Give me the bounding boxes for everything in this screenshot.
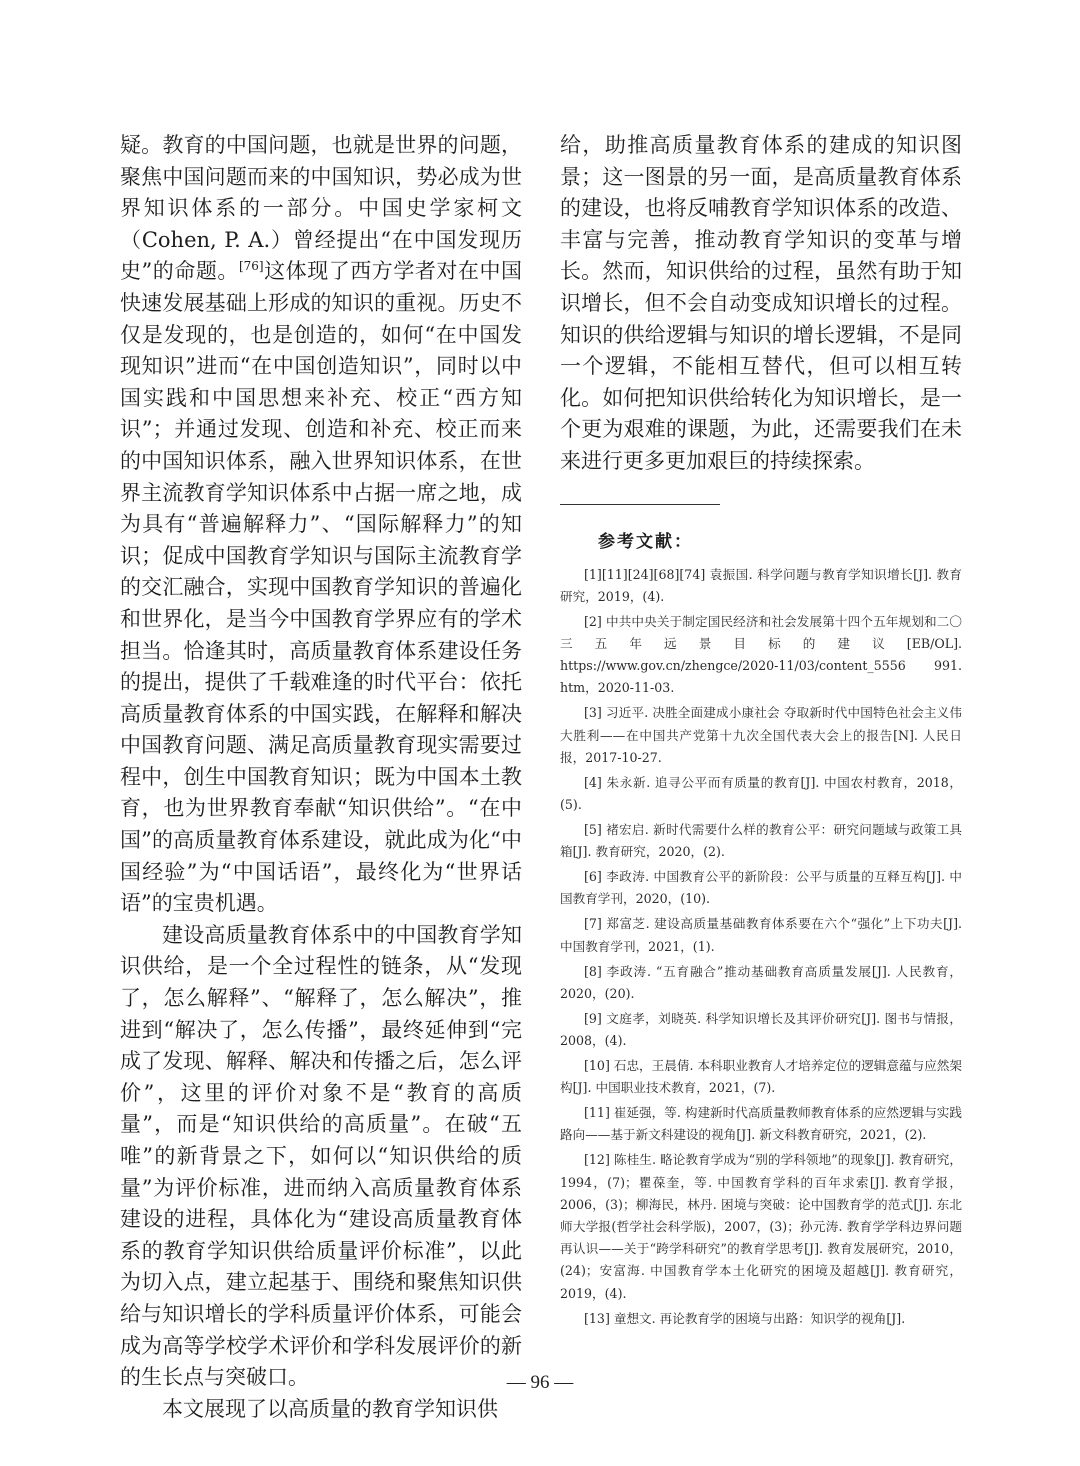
reference-item: [12] 陈桂生. 略论教育学成为“别的学科领地”的现象[J]. 教育研究，1994，(7)；瞿葆奎，等. 中国教育学科的百年求索[J]. 教育学报，2006，(3)；柳海民，林丹. 困境与突破：论中国教育学的范式[J]. 东北师大学报(哲学社会科学版)，2007，(3)；孙元涛. 教育学学科边界问题再认识——关于“跨学科研究”的教育学思考[J]. 教育发展研究，2010，(24)；安富海. 中国教育学本土化研究的困境及超越[J]. 教育研究，2019，(4). [560,1152,962,1301]
reference-item: [11] 崔延强，等. 构建新时代高质量教师教育体系的应然逻辑与实践路向——基于新文科建设的视角[J]. 新文科教育研究，2021，(2). [560,1105,962,1143]
body-paragraph [120,130,522,920]
reference-item: [5] 褚宏启. 新时代需要什么样的教育公平：研究问题域与政策工具箱[J]. 教育研究，2020，(2). [560,821,962,860]
references-heading: 参考文献： [598,531,693,552]
reference-item: [10] 石忠，王晨倩. 本科职业教育人才培养定位的逻辑意蕴与应然架构[J]. 中国职业技术教育，2021，(7). [560,1057,962,1096]
reference-item: [2] 中共中央关于制定国民经济和社会发展第十四个五年规划和二〇三五年远景目标的建议[EB/OL]. https://www.gov.cn/zhengce/2020-11/03/content_5556 991. htm，2020-11-03. [560,613,962,696]
reference-item: [8] 李政涛. “五育融合”推动基础教育高质量发展[J]. 人民教育，2020，(20). [560,963,962,1001]
body-paragraph: 本文展现了以高质量的教育学知识供 [162,1396,498,1421]
paragraph-text: 这体现了西方学者对在中国快速发展基础上形成的知识的重视。历史不仅是发现的，也是创造的，如何“在中国发现知识”进而“在中国创造知识”，同时以中国实践和中国思想来补充、校正“西方知识”；并通过发现、创造和补充、校正而来的中国知识体系，融入世界知识体系，在世界主流教育学知识体系中占据一席之地，成为具有“普遍解释力”、“国际解释力”的知识；促成中国教育学知识与国际主流教育学的交汇融合，实现中国教育学知识的普遍化和世界化，是当今中国教育学界应有的学术担当。恰逢其时，高质量教育体系建设任务的提出，提供了千载难逢的时代平台：依托高质量教育体系的中国实践，在解释和解决中国教育问题、满足高质量教育现实需要过程中，创生中国教育知识；既为中国本土教育，也为世界教育奉献“知识供给”。“在中国”的高质量教育体系建设，就此成为化“中国经验”为“中国话语”，最终化为“世界话语”的宝贵机遇。 [120,259,522,916]
reference-item: [9] 文庭孝，刘晓英. 科学知识增长及其评价研究[J]. 图书与情报，2008，(4). [560,1010,962,1048]
reference-item: [6] 李政涛. 中国教育公平的新阶段：公平与质量的互释互构[J]. 中国教育学刊，2020，(10). [560,869,962,907]
reference-item: [4] 朱永新. 追寻公平而有质量的教育[J]. 中国农村教育，2018，(5). [560,774,962,812]
reference-item: [3] 习近平. 决胜全面建成小康社会 夺取新时代中国特色社会主义伟大胜利——在中国共产党第十九次全国代表大会上的报告[N]. 人民日报，2017-10-27. [560,705,962,765]
right-column [560,130,962,1333]
section-divider [560,504,720,505]
citation-superscript: [76] [238,259,264,274]
reference-item: [1][11][24][68][74] 袁振国. 科学问题与教育学知识增长[J]. 教育研究，2019，(4). [560,566,962,604]
references-list [560,564,962,1330]
paragraph-text: 疑。教育的中国问题，也就是世界的问题，聚焦中国问题而来的中国知识，势必成为世界知识体系的一部分。中国史学家柯文（Cohen, P. A.）曾经提出“在中国发现历史”的命题。 [120,133,522,284]
reference-item: [13] 童想文. 再论教育学的困境与出路：知识学的视角[J]. [584,1310,906,1326]
page-number: — 96 — [506,1372,574,1393]
left-column [120,130,522,1425]
reference-item: [7] 郑富芝. 建设高质量基础教育体系要在六个“强化”上下功夫[J]. 中国教育学刊，2021，(1). [560,916,962,954]
body-paragraph: 建设高质量教育体系中的中国教育学知识供给，是一个全过程性的链条，从“发现了，怎么解释”、“解释了，怎么解决”，推进到“解决了，怎么传播”，最终延伸到“完成了发现、解释、解决和传播之后，怎么评价”，这里的评价对象不是“教育的高质量”，而是“知识供给的高质量”。在破“五唯”的新背景之下，如何以“知识供给的质量”为评价标准，进而纳入高质量教育体系建设的进程，具体化为“建设高质量教育体系的教育学知识供给质量评价标准”，以此为切入点，建立起基于、围绕和聚焦知识供给与知识增长的学科质量评价体系，可能会成为高等学校学术评价和学科发展评价的新的生长点与突破口。 [120,922,522,1390]
body-paragraph: 给，助推高质量教育体系的建成的知识图景；这一图景的另一面，是高质量教育体系的建设，也将反哺教育学知识体系的改造、丰富与完善，推动教育学知识的变革与增长。然而，知识供给的过程，虽然有助于知识增长，但不会自动变成知识增长的过程。知识的供给逻辑与知识的增长逻辑，不是同一个逻辑，不能相互替代，但可以相互转化。如何把知识供给转化为知识增长，是一个更为艰难的课题，为此，还需要我们在未来进行更多更加艰巨的持续探索。 [560,133,962,473]
